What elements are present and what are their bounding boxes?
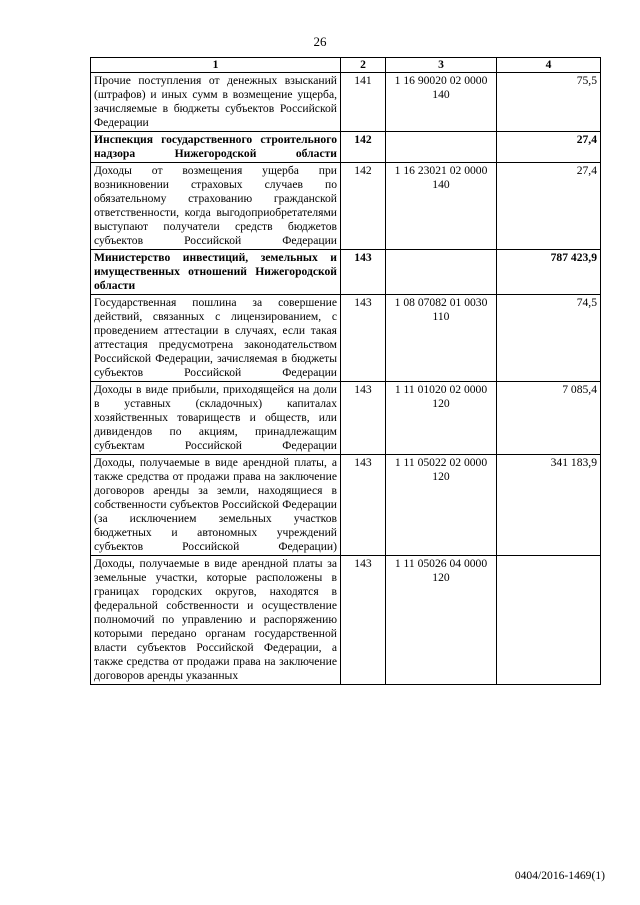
column-header-3: 3: [386, 58, 497, 73]
row-code: 142: [341, 163, 386, 250]
row-code: 143: [341, 556, 386, 685]
row-kbk: [386, 132, 497, 163]
row-kbk: 1 11 01020 02 0000 120: [386, 382, 497, 455]
row-name: Инспекция государственного строительного надзора Нижегородской области: [91, 132, 341, 163]
row-code: 143: [341, 382, 386, 455]
column-header-4: 4: [497, 58, 601, 73]
row-kbk: 1 16 23021 02 0000 140: [386, 163, 497, 250]
row-kbk: 1 16 90020 02 0000 140: [386, 73, 497, 132]
row-name: Доходы в виде прибыли, приходящейся на доли в уставных (складочных) капиталах хозяйственных товариществ и обществ, или дивидендов по акциям, принадлежащим субъектам Российской Федерации: [91, 382, 341, 455]
row-amount: 7 085,4: [497, 382, 601, 455]
row-kbk: 1 08 07082 01 0030 110: [386, 295, 497, 382]
table-row: [91, 382, 601, 455]
column-header-2: 2: [341, 58, 386, 73]
row-code: 143: [341, 295, 386, 382]
row-amount: 27,4: [497, 132, 601, 163]
table-row: [91, 163, 601, 250]
table-row: [91, 250, 601, 295]
row-amount: [497, 556, 601, 685]
table-row: [91, 455, 601, 556]
row-name: Прочие поступления от денежных взысканий (штрафов) и иных сумм в возмещение ущерба, зачисляемые в бюджеты субъектов Российской Федерации: [91, 73, 341, 132]
row-code: 141: [341, 73, 386, 132]
row-kbk: 1 11 05022 02 0000 120: [386, 455, 497, 556]
row-amount: 74,5: [497, 295, 601, 382]
table-header-row: [91, 58, 601, 73]
row-amount: 787 423,9: [497, 250, 601, 295]
row-amount: 75,5: [497, 73, 601, 132]
row-code: 142: [341, 132, 386, 163]
row-name: Государственная пошлина за совершение действий, связанных с лицензированием, с проведением аттестации в случаях, если такая аттестация предусмотрена законодательством Российской Федерации, зачисляемая в бюджеты субъектов Российской Федерации: [91, 295, 341, 382]
table-row: [91, 73, 601, 132]
table-row: [91, 132, 601, 163]
row-code: 143: [341, 455, 386, 556]
row-name: Доходы, получаемые в виде арендной платы за земельные участки, которые расположены в границах городских округов, находятся в федеральной собственности и осуществление полномочий по управлению и распоряжению которыми передано органам государственной власти субъектов Российской Федерации, а также средства от продажи права на заключение договоров аренды указанных: [91, 556, 341, 685]
row-amount: 27,4: [497, 163, 601, 250]
row-kbk: [386, 250, 497, 295]
row-code: 143: [341, 250, 386, 295]
column-header-1: 1: [91, 58, 341, 73]
row-name: Доходы от возмещения ущерба при возникновении страховых случаев по обязательному страхованию гражданской ответственности, когда выгодоприобретателями выступают получатели средств бюджетов субъектов Российской Федерации: [91, 163, 341, 250]
document-code-footer: 0404/2016-1469(1): [514, 869, 605, 882]
table-row: [91, 295, 601, 382]
budget-revenue-table: [90, 57, 601, 685]
row-name: Доходы, получаемые в виде арендной платы, а также средства от продажи права на заключение договоров аренды за земли, находящиеся в собственности субъектов Российской Федерации (за исключением земельных участков бюджетных и автономных учреждений субъектов Российской Федерации): [91, 455, 341, 556]
table-row: [91, 556, 601, 685]
row-amount: 341 183,9: [497, 455, 601, 556]
row-name: Министерство инвестиций, земельных и имущественных отношений Нижегородской области: [91, 250, 341, 295]
row-kbk: 1 11 05026 04 0000 120: [386, 556, 497, 685]
page-number: 26: [313, 34, 327, 49]
